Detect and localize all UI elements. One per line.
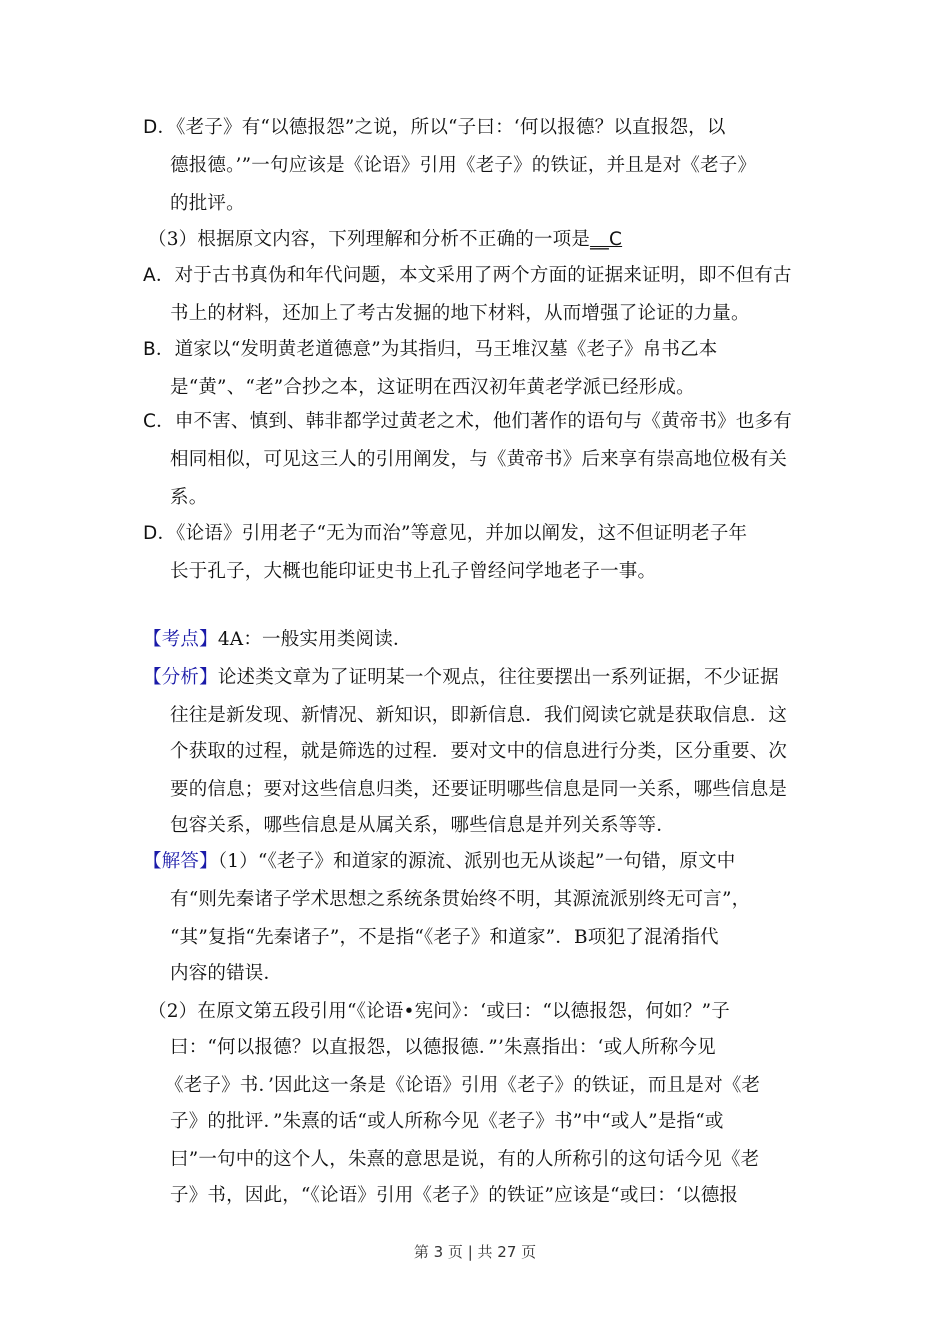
prev-option-d-line-2: 德报德。’”一句应该是《论语》引用《老子》的铁证，并且是对《老子》 (170, 155, 757, 176)
jieda-tag: 【解答】 (143, 851, 218, 872)
answer-blank: __C (590, 229, 623, 250)
prev-option-d-line-1: D．《老子》有“以德报怨”之说，所以“子曰：‘何以报德？以直报怨，以 (143, 117, 726, 138)
kaodian-line (143, 628, 412, 652)
jieda-part2-line-6: 子》书，因此，“《论语》引用《老子》的铁证”应该是“或曰：‘以德报 (170, 1185, 739, 1206)
option-d-line-1: D．《论语》引用老子“无为而治”等意见，并加以阐发，这不但证明老子年 (143, 523, 748, 544)
fenxi-line-3: 个获取的过程，就是筛选的过程．要对文中的信息进行分类，区分重要、次 (170, 741, 788, 762)
page-number-footer: 第 3 页 | 共 27 页 (413, 1243, 537, 1261)
option-b-line-2: 是“黄”、“老”合抄之本，这证明在西汉初年黄老学派已经形成。 (170, 377, 695, 398)
option-c-line-1: C．申不害、慎到、韩非都学过黄老之术，他们著作的语句与《黄帝书》也多有 (143, 411, 792, 432)
option-c-line-2: 相同相似，可见这三人的引用阐发，与《黄帝书》后来享有崇高地位极有关 (170, 449, 788, 470)
option-label: B． (143, 339, 175, 360)
jieda-line-1: 【解答】（1）“《老子》和道家的源流、派别也无从谈起”一句错，原文中 (143, 851, 736, 872)
jieda-part2-line-2: 曰：“何以报德？以直报怨，以德报德．”’朱熹指出：‘或人所称今见 (170, 1037, 716, 1058)
jieda-part2-line-4: 子》的批评．”朱熹的话“或人所称今见《老子》书”中“或人”是指“或 (170, 1111, 724, 1132)
fenxi-line-5: 包容关系，哪些信息是从属关系，哪些信息是并列关系等等． (170, 815, 675, 836)
jieda-part2-line-5: 曰”一句中的这个人，朱熹的意思是说，有的人所称引的这句话今见《老 (170, 1149, 760, 1170)
jieda-part1-line-4: 内容的错误． (170, 963, 283, 984)
jieda-part2-line-1: （2）在原文第五段引用“《论语•宪问》：‘或曰：“以德报怨，何如？”子 (148, 1001, 730, 1022)
option-label: C． (143, 411, 175, 432)
kaodian-text: 4A：一般实用类阅读． (217, 629, 412, 650)
question-3-stem: （3）根据原文内容，下列理解和分析不正确的一项是__C (148, 229, 623, 250)
option-c-line-3: 系。 (170, 487, 208, 508)
option-label: A． (143, 265, 175, 286)
kaodian-tag: 【考点】 (143, 629, 218, 650)
option-label: D． (143, 117, 177, 138)
jieda-part1-line-3: “其”复指“先秦诸子”，不是指“《老子》和道家”．B项犯了混淆指代 (170, 927, 719, 948)
fenxi-line-1: 【分析】论述类文章为了证明某一个观点，往往要摆出一系列证据，不少证据 (143, 667, 779, 688)
prev-option-d-line-3: 的批评。 (170, 193, 245, 214)
option-a-line-2: 书上的材料，还加上了考古发掘的地下材料，从而增强了论证的力量。 (170, 303, 750, 324)
option-label: D． (143, 523, 177, 544)
jieda-part2-line-3: 《老子》书．’因此这一条是《论语》引用《老子》的铁证，而且是对《老 (165, 1075, 761, 1096)
option-d-line-2: 长于孔子，大概也能印证史书上孔子曾经问学地老子一事。 (170, 561, 657, 582)
option-b-line-1: B．道家以“发明黄老道德意”为其指归，马王堆汉墓《老子》帛书乙本 (143, 339, 718, 360)
jieda-part1-line-2: 有“则先秦诸子学术思想之系统条贯始终不明，其源流派别终无可言”， (170, 889, 751, 910)
fenxi-tag: 【分析】 (143, 667, 218, 688)
fenxi-line-2: 往往是新发现、新情况、新知识，即新信息．我们阅读它就是获取信息．这 (170, 705, 788, 726)
option-a-line-1: A．对于古书真伪和年代问题，本文采用了两个方面的证据来证明，即不但有古 (143, 265, 792, 286)
fenxi-line-4: 要的信息；要对这些信息归类，还要证明哪些信息是同一关系，哪些信息是 (170, 779, 788, 800)
